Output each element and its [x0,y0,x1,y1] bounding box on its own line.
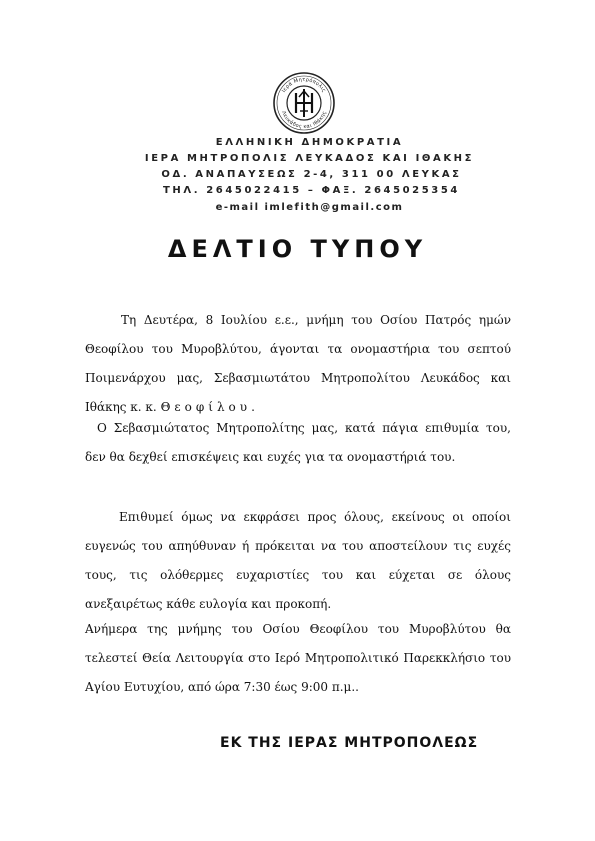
metropolis-seal-logo [272,71,336,135]
svg-text:Ιερά Μητρόπολις: Ιερά Μητρόπολις [281,76,327,94]
paragraph-1-text: Τη Δευτέρα, 8 Ιουλίου ε.ε., μνήμη του Οσίου Πατρός ημών Θεοφίλου του Μυροβλύτου, άγονται τα ονομαστήρια του σεπτού Ποιμενάρχου μας, Σεβασμιωτάτου Μητροπολίτου Λευκάδος και Ιθάκης κ. κ. [85,313,511,414]
svg-text:Λευκάδος και Ιθάκης: Λευκάδος και Ιθάκης [280,110,328,131]
signature: ΕΚ ΤΗΣ ΙΕΡΑΣ ΜΗΤΡΟΠΟΛΕΩΣ [220,735,479,751]
letterhead-country: ΕΛΛΗΝΙΚΗ ΔΗΜΟΚΡΑΤΙΑ [215,137,404,148]
press-release-title: ΔΕΛΤΙΟ ΤΥΠΟΥ [167,235,428,263]
metropolitan-name: Θεοφίλου. [160,400,259,414]
letterhead-phone-fax: ΤΗΛ. 2645022415 – ΦΑΞ. 2645025354 [163,185,460,196]
paragraph-1 [85,306,511,422]
letterhead-organization: ΙΕΡΑ ΜΗΤΡΟΠΟΛΙΣ ΛΕΥΚΑΔΟΣ ΚΑΙ ΙΘΑΚΗΣ [144,153,475,164]
letterhead-email: e-mail imlefith@gmail.com [215,202,404,213]
paragraph-4: Ανήμερα της μνήμης του Οσίου Θεοφίλου του Μυροβλύτου θα τελεστεί Θεία Λειτουργία στο Ιερό Μητροπολιτικό Παρεκκλήσιο του Αγίου Ευτυχίου, από ώρα 7:30 έως 9:00 π.μ.. [85,622,511,694]
paragraph-3: Επιθυμεί όμως να εκφράσει προς όλους, εκείνους οι οποίοι ευγενώς του απηύθυναν ή πρόκειται να του αποστείλουν τις ευχές τους, τις ολόθερμες ευχαριστίες του και εύχεται σε όλους ανεξαιρέτως κάθε ευλογία και προκοπή. [85,510,511,611]
paragraph-2: Ο Σεβασμιώτατος Μητροπολίτης μας, κατά πάγια επιθυμία του, δεν θα δεχθεί επισκέψεις και ευχές για τα ονομαστήριά του. [85,421,511,464]
letterhead-address: ΟΔ. ΑΝΑΠΑΥΣΕΩΣ 2-4, 311 00 ΛΕΥΚΑΣ [161,169,462,180]
